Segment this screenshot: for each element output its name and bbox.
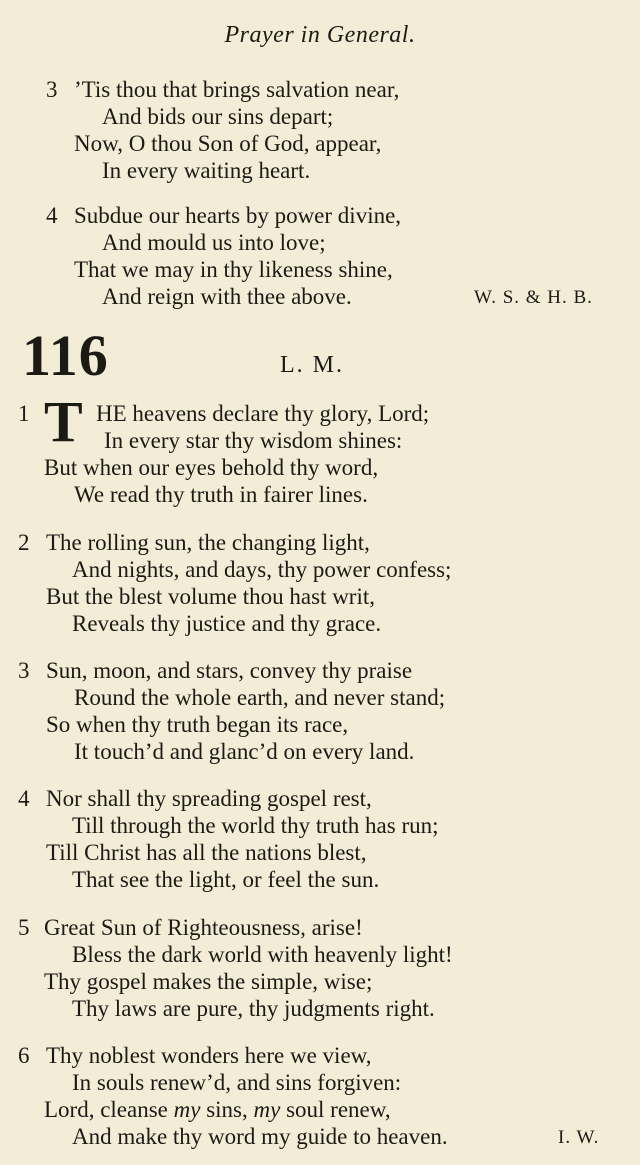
verse-number: 6 (18, 1043, 30, 1068)
verse-line: And mould us into love; (102, 230, 326, 255)
verse-line: In souls renew’d, and sins forgiven: (72, 1070, 402, 1095)
verse-line: The rolling sun, the changing light, (46, 530, 370, 555)
verse-line: Thy laws are pure, thy judgments right. (72, 996, 435, 1021)
verse-line-italics (44, 1096, 391, 1123)
verse-line: That see the light, or feel the sun. (72, 867, 380, 892)
verse-line: Reveals thy justice and thy grace. (72, 611, 382, 636)
verse-line: Till through the world thy truth has run; (72, 813, 439, 838)
italic-word: my (253, 1097, 281, 1122)
verse-line: In every waiting heart. (102, 158, 311, 183)
verse-number: 3 (46, 77, 58, 102)
verse-line: Round the whole earth, and never stand; (74, 685, 446, 710)
hymn-meter: L. M. (280, 352, 344, 378)
attribution: I. W. (558, 1127, 600, 1148)
attribution: W. S. & H. B. (474, 287, 593, 308)
verse-number: 4 (18, 786, 30, 811)
verse-line: Thy noblest wonders here we view, (46, 1043, 372, 1068)
verse-line: And make thy word my guide to heaven. (72, 1124, 448, 1149)
verse-line: In every star thy wisdom shines: (104, 428, 403, 453)
verse-line: It touch’d and glanc’d on every land. (74, 739, 415, 764)
verse-line: But the blest volume thou hast writ, (46, 584, 375, 609)
verse-line: Thy gospel makes the simple, wise; (44, 969, 373, 994)
verse-line: Till Christ has all the nations blest, (46, 840, 367, 865)
verse-number: 2 (18, 530, 30, 555)
verse-line: Great Sun of Righteousness, arise! (44, 915, 363, 940)
verse-line: And nights, and days, thy power confess; (72, 557, 452, 582)
running-header: Prayer in General. (224, 22, 416, 48)
drop-cap: T (44, 389, 83, 454)
verse-line: We read thy truth in fairer lines. (74, 482, 368, 507)
verse-line: Subdue our hearts by power divine, (74, 203, 402, 228)
verse-line: And reign with thee above. (102, 284, 352, 309)
verse-line: So when thy truth began its race, (46, 712, 349, 737)
verse-number: 4 (46, 203, 58, 228)
text-segment: soul renew, (286, 1097, 391, 1122)
verse-line: HE heavens declare thy glory, Lord; (96, 401, 430, 426)
verse-line: And bids our sins depart; (102, 104, 334, 129)
verse-line: But when our eyes behold thy word, (44, 455, 379, 480)
text-segment: sins, (206, 1097, 248, 1122)
verse-line: Sun, moon, and stars, convey thy praise (46, 658, 413, 683)
verse-line: Bless the dark world with heavenly light! (72, 942, 453, 967)
hymn-number: 116 (22, 323, 109, 388)
verse-line: Now, O thou Son of God, appear, (74, 131, 382, 156)
italic-word: my (173, 1097, 201, 1122)
verse-number: 3 (18, 658, 30, 683)
verse-line: ’Tis thou that brings salvation near, (74, 77, 400, 102)
verse-line: Nor shall thy spreading gospel rest, (46, 786, 372, 811)
verse-number: 5 (18, 915, 30, 940)
text-segment: Lord, cleanse (44, 1097, 168, 1122)
verse-number: 1 (18, 401, 30, 426)
verse-line: That we may in thy likeness shine, (74, 257, 393, 282)
